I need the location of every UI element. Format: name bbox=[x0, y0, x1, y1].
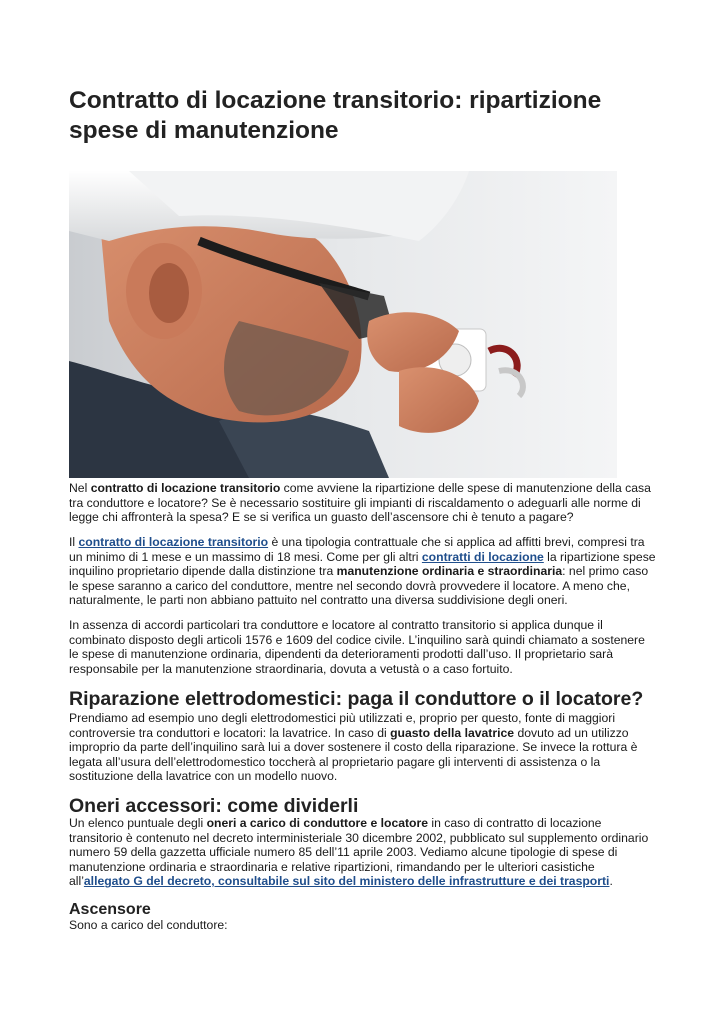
section1-paragraph bbox=[69, 711, 657, 784]
p2-text-2: è una tipologia contrattuale che si applica ad affitti brevi, compresi tra un minimo di 1 mese e un massimo di 18 mesi. Come per gli altri bbox=[69, 535, 645, 564]
s3-text: Sono a carico del conduttore: bbox=[69, 918, 228, 932]
intro-text-2: come avviene la ripartizione delle spese di manutenzione della casa tra conduttore e locatore? Se è necessario sostituire gli impianti di riscaldamento o adeguarli alle norme di legge chi affronterà la spesa? E se si verifica un guasto dell’ascensore chi è tenuto a pagare? bbox=[69, 481, 651, 525]
s1-bold-1: guasto della lavatrice bbox=[390, 725, 515, 740]
section-heading-ascensore: Ascensore bbox=[69, 901, 151, 918]
s1-text-2: dovuto ad un utilizzo improprio da parte dell’inquilino sarà lui a dover sostenere il costo della riparazione. Se invece la rottura è legata all’usura dell’elettrodomestico toccherà al proprietario pagare gli interventi di assistenza o la sostituzione della lavatrice con un modello nuovo. bbox=[69, 725, 638, 784]
section-heading-elettrodomestici: Riparazione elettrodomestici: paga il conduttore o il locatore? bbox=[69, 688, 644, 710]
p2-text-3: la ripartizione spese inquilino proprietario dipende dalla distinzione tra bbox=[69, 549, 656, 579]
s2-text-2: in caso di contratto di locazione transitorio è contenuto nel decreto interministeriale 30 dicembre 2002, pubblicato sul supplemento ordinario numero 59 della gazzetta ufficiale numero 85 dell’11 aprile 2003. Vediamo alcune tipologie di spese di manutenzione ordinaria e straordinaria e relative ripartizioni, rimandando per le ulteriori casistiche all’ bbox=[69, 816, 649, 889]
paragraph-2 bbox=[69, 535, 657, 608]
p2-bold-1: manutenzione ordinaria e straordinaria bbox=[336, 564, 563, 579]
section-heading-oneri: Oneri accessori: come dividerli bbox=[69, 795, 359, 817]
s2-text-3: . bbox=[609, 874, 613, 889]
section3-paragraph bbox=[69, 918, 657, 933]
contratto-transitorio-link[interactable]: contratto di locazione transitorio bbox=[78, 535, 269, 549]
s1-text-1: Prendiamo ad esempio uno degli elettrodomestici più utilizzati e, proprio per questo, fonte di maggiori controversie tra conduttori e locatori: la lavatrice. In caso di bbox=[69, 711, 616, 740]
p3-text: In assenza di accordi particolari tra conduttore e locatore al contratto transitorio si applica dunque il combinato disposto degli articoli 1576 e 1609 del codice civile. L’inquilino sarà quindi chiamato a sostenere le spese di manutenzione ordinaria, dipendenti da deterioramenti prodotti dall’uso. Il proprietario sarà responsabile per la manutenzione straordinaria, dovuta a vetustà o a caso fortuito. bbox=[69, 618, 645, 676]
s2-bold-1: oneri a carico di conduttore e locatore bbox=[206, 816, 429, 830]
allegato-g-link[interactable]: allegato G del decreto, consultabile sul sito del ministero delle infrastrutture e dei trasporti bbox=[83, 874, 610, 889]
p2-text-1: Il bbox=[69, 535, 79, 549]
s2-text-1: Un elenco puntuale degli bbox=[69, 816, 207, 830]
intro-text-1: Nel bbox=[69, 481, 91, 495]
paragraph-3 bbox=[69, 618, 657, 676]
page-title: Contratto di locazione transitorio: ripartizione spese di manutenzione bbox=[69, 87, 602, 144]
electrician-illustration bbox=[69, 171, 617, 478]
section2-paragraph bbox=[69, 816, 657, 889]
intro-paragraph bbox=[69, 481, 657, 525]
contratti-locazione-link[interactable]: contratti di locazione bbox=[421, 549, 544, 564]
intro-bold-1: contratto di locazione transitorio bbox=[90, 481, 281, 495]
p2-text-4: : nel primo caso le spese saranno a carico del conduttore, mentre nel secondo dovrà provvedere il locatore. A meno che, naturalmente, le parti non abbiano pattuito nel contratto una diversa suddivisione degli oneri. bbox=[69, 564, 649, 608]
hero-image bbox=[69, 171, 617, 478]
